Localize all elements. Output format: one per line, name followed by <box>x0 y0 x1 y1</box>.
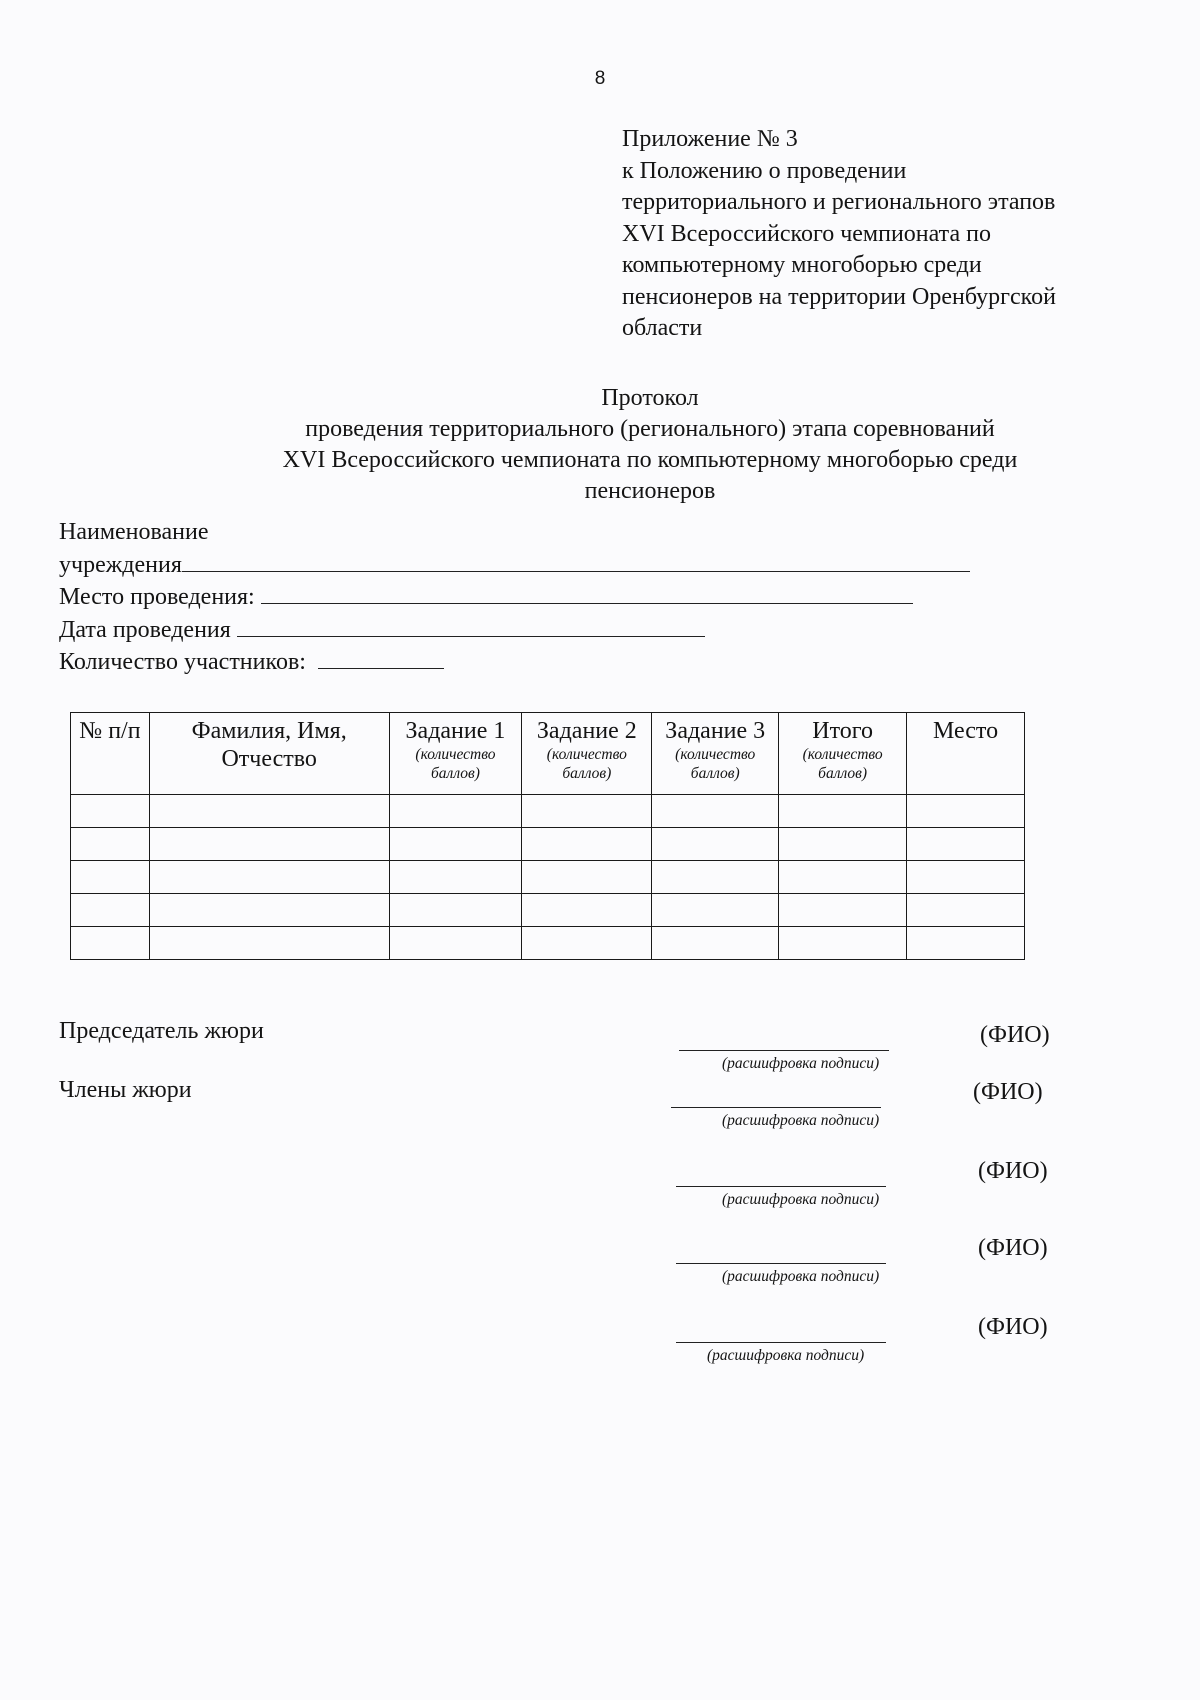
signature-line[interactable] <box>679 1050 889 1051</box>
signature-line[interactable] <box>671 1107 881 1108</box>
table-row <box>71 795 1025 828</box>
appendix-line: к Положению о проведении <box>622 157 907 184</box>
title-line: XVI Всероссийского чемпионата по компьютерному многоборью среди <box>282 447 1018 473</box>
table-cell[interactable] <box>522 795 652 828</box>
table-cell[interactable] <box>652 927 779 960</box>
place-field <box>59 581 970 614</box>
col-header-sub: (количество баллов) <box>546 746 627 782</box>
appendix-line: компьютерному многоборью среди <box>622 252 982 278</box>
table-cell[interactable] <box>779 927 907 960</box>
table-cell[interactable] <box>149 894 389 927</box>
signature-caption: (расшифровка подписи) <box>722 1191 880 1208</box>
appendix-line: XVI Всероссийского чемпионата по <box>622 220 991 247</box>
appendix-line: Приложение № 3 <box>622 126 798 152</box>
table-cell[interactable] <box>389 828 522 861</box>
signature-caption: (расшифровка подписи) <box>707 1347 865 1364</box>
place-blank[interactable] <box>261 581 913 604</box>
table-cell[interactable] <box>522 828 652 861</box>
table-cell[interactable] <box>389 927 522 960</box>
table-cell[interactable] <box>389 861 522 894</box>
appendix-line: области <box>622 315 703 341</box>
table-cell[interactable] <box>907 795 1025 828</box>
results-table <box>70 712 1025 960</box>
signature-line[interactable] <box>676 1186 886 1187</box>
table-cell[interactable] <box>522 861 652 894</box>
table-cell[interactable] <box>149 927 389 960</box>
table-cell[interactable] <box>907 894 1025 927</box>
institution-field <box>59 549 970 582</box>
place-label: Место проведения: <box>59 584 255 610</box>
table-cell[interactable] <box>652 828 779 861</box>
page-number: 8 <box>594 68 606 89</box>
col-header-label: Фамилия, Имя, Отчество <box>191 718 347 772</box>
participants-blank[interactable] <box>318 646 444 669</box>
institution-blank[interactable] <box>182 549 970 572</box>
table-cell[interactable] <box>71 927 150 960</box>
col-header-task1 <box>389 713 522 795</box>
appendix-header <box>622 124 1182 345</box>
table-cell[interactable] <box>71 861 150 894</box>
signature-caption: (расшифровка подписи) <box>722 1112 880 1129</box>
col-header-label: Задание 3 <box>665 718 766 744</box>
table-row <box>71 861 1025 894</box>
table-cell[interactable] <box>907 927 1025 960</box>
col-header-task3 <box>652 713 779 795</box>
col-header-label: Задание 1 <box>405 718 506 744</box>
document-title <box>0 383 1200 507</box>
col-header-label: Итого <box>812 718 873 744</box>
fio-label: (ФИО) <box>978 1235 1048 1261</box>
col-header-sub: (количество баллов) <box>675 746 756 782</box>
table-cell[interactable] <box>71 828 150 861</box>
table-row <box>71 894 1025 927</box>
table-cell[interactable] <box>389 795 522 828</box>
col-header-total <box>779 713 907 795</box>
table-cell[interactable] <box>149 795 389 828</box>
table-cell[interactable] <box>907 828 1025 861</box>
col-header-place <box>907 713 1025 795</box>
table-cell[interactable] <box>149 828 389 861</box>
signature-line[interactable] <box>676 1342 886 1343</box>
table-cell[interactable] <box>779 861 907 894</box>
title-heading: Протокол <box>601 385 699 411</box>
appendix-line: территориального и регионального этапов <box>622 189 1056 215</box>
date-field <box>59 614 970 647</box>
table-cell[interactable] <box>522 927 652 960</box>
col-header-sub: (количество баллов) <box>802 746 883 782</box>
col-header-number <box>71 713 150 795</box>
table-cell[interactable] <box>907 861 1025 894</box>
signature-caption: (расшифровка подписи) <box>722 1268 880 1285</box>
table-cell[interactable] <box>389 894 522 927</box>
table-row <box>71 828 1025 861</box>
table-cell[interactable] <box>652 894 779 927</box>
participants-label: Количество участников: <box>59 649 306 675</box>
institution-label: Наименование <box>59 519 209 545</box>
members-label: Члены жюри <box>59 1077 192 1103</box>
table-cell[interactable] <box>779 795 907 828</box>
fio-label: (ФИО) <box>980 1022 1050 1048</box>
institution-label-cont: учреждения <box>59 551 182 578</box>
fio-label: (ФИО) <box>973 1079 1043 1105</box>
title-line: пенсионеров <box>584 478 716 504</box>
table-cell[interactable] <box>149 861 389 894</box>
date-label: Дата проведения <box>59 616 231 643</box>
col-header-task2 <box>522 713 652 795</box>
table-cell[interactable] <box>71 894 150 927</box>
protocol-fields <box>59 516 970 679</box>
table-cell[interactable] <box>71 795 150 828</box>
col-header-label: Место <box>932 718 999 744</box>
participants-field <box>59 646 970 679</box>
table-row <box>71 927 1025 960</box>
title-line: проведения территориального (регионального) этапа соревнований <box>305 416 995 442</box>
table-cell[interactable] <box>522 894 652 927</box>
chairman-label: Председатель жюри <box>59 1018 264 1044</box>
fio-label: (ФИО) <box>978 1314 1048 1340</box>
table-cell[interactable] <box>779 828 907 861</box>
table-header-row <box>71 713 1025 795</box>
signature-caption: (расшифровка подписи) <box>722 1055 880 1072</box>
col-header-label: № п/п <box>79 718 141 744</box>
col-header-name <box>149 713 389 795</box>
appendix-line: пенсионеров на территории Оренбургской <box>622 283 1056 310</box>
table-cell[interactable] <box>779 894 907 927</box>
col-header-sub: (количество баллов) <box>415 746 496 782</box>
signature-line[interactable] <box>676 1263 886 1264</box>
table-cell[interactable] <box>652 795 779 828</box>
table-cell[interactable] <box>652 861 779 894</box>
col-header-label: Задание 2 <box>536 718 637 744</box>
date-blank[interactable] <box>237 614 705 637</box>
fio-label: (ФИО) <box>978 1158 1048 1184</box>
